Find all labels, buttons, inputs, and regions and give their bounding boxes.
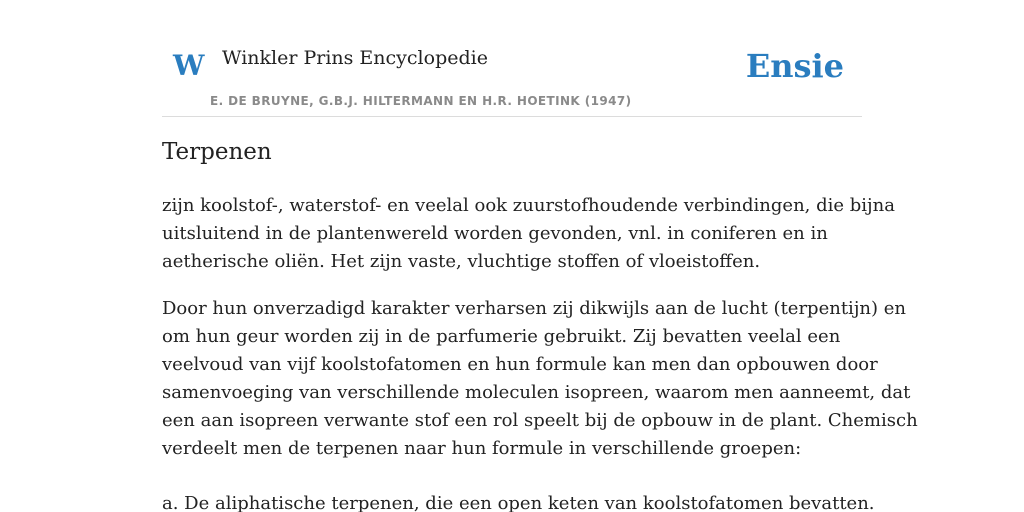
paragraph-line: een aan isopreen verwante stof een rol speelt bij de opbouw in de plant. Chemisch	[162, 410, 918, 431]
paragraph-line: uitsluitend in de plantenwereld worden gevonden, vnl. in coniferen en in	[162, 223, 828, 244]
paragraph-line: om hun geur worden zij in de parfumerie gebruikt. Zij bevatten veelal een	[162, 326, 841, 347]
paragraph-1	[162, 192, 895, 276]
article-title: Terpenen	[162, 139, 272, 165]
paragraph-line: samenvoeging van verschillende moleculen isopreen, waarom men aanneemt, dat	[162, 382, 911, 403]
article-body	[162, 192, 918, 512]
ensie-logo[interactable]: Ensie	[745, 47, 844, 85]
source-title[interactable]: Winkler Prins Encyclopedie	[222, 47, 488, 69]
paragraph-line: verdeelt men de terpenen naar hun formule in verschillende groepen:	[162, 438, 802, 459]
paragraph-line: zijn koolstof-, waterstof- en veelal ook zuurstofhoudende verbindingen, die bijna	[162, 195, 895, 216]
paragraph-line: aetherische oliën. Het zijn vaste, vluchtige stoffen of vloeistoffen.	[162, 251, 761, 272]
paragraph-line: a. De aliphatische terpenen, die een open keten van koolstofatomen bevatten.	[162, 493, 875, 512]
paragraph-line: veelvoud van vijf koolstofatomen en hun formule kan men dan opbouwen door	[162, 354, 878, 375]
paragraph-2	[162, 295, 918, 463]
paragraph-3	[162, 490, 875, 512]
paragraph-line: Door hun onverzadigd karakter verharsen zij dikwijls aan de lucht (terpentijn) en	[162, 298, 906, 319]
source-header	[162, 40, 862, 117]
source-authors: E. DE BRUYNE, G.B.J. HILTERMANN EN H.R. HOETINK (1947)	[210, 94, 632, 108]
winkler-prins-logo-icon[interactable]: W	[173, 49, 205, 82]
